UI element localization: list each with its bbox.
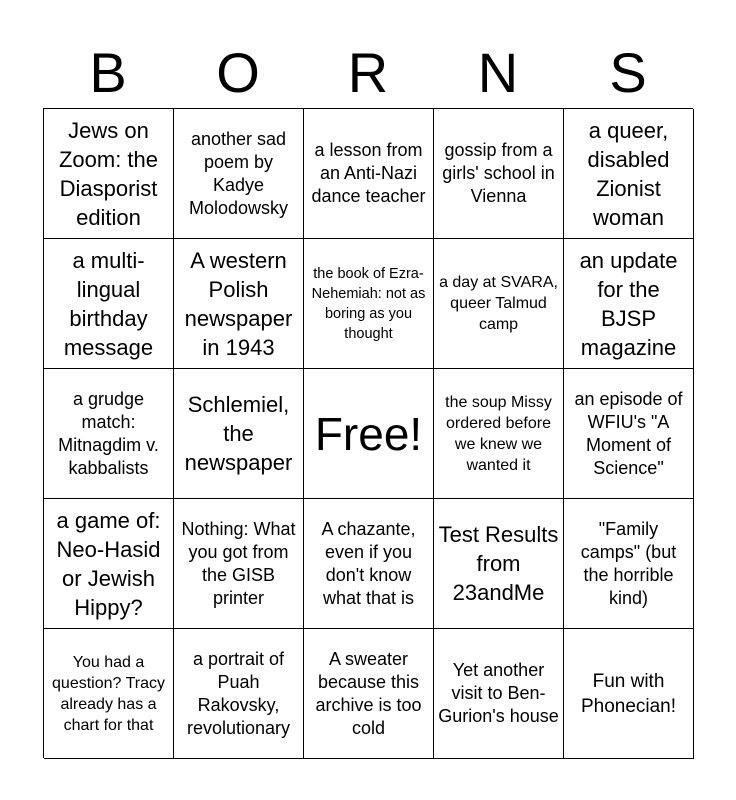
bingo-cell-free[interactable] [304, 369, 434, 499]
bingo-cell-2-3[interactable] [304, 239, 434, 369]
header-letter-r: R [347, 41, 389, 104]
cell-text: A western Polish newspaper in 1943 [184, 247, 293, 360]
bingo-cell-4-1[interactable] [44, 499, 174, 629]
bingo-cell-3-2[interactable] [174, 369, 304, 499]
bingo-cell-5-1[interactable] [44, 629, 174, 759]
header-letter-o: O [216, 41, 260, 104]
cell-text: Schlemiel, the newspaper [184, 392, 293, 475]
header-letter-n: N [477, 41, 519, 104]
cell-text: an update for the BJSP magazine [579, 247, 678, 360]
cell-text: a portrait of Puah Rakovsky, revolutionary [186, 648, 291, 738]
cell-text: the soup Missy ordered before we knew we wanted it [445, 393, 552, 474]
cell-text: gossip from a girls' school in Vienna [442, 140, 555, 206]
header-letter-s: S [609, 41, 647, 104]
bingo-cell-2-2[interactable] [174, 239, 304, 369]
bingo-cell-1-1[interactable] [44, 109, 174, 239]
bingo-grid [43, 108, 693, 758]
cell-text: the book of Ezra-Nehemiah: not as boring as you thought [311, 265, 426, 342]
bingo-cell-2-1[interactable] [44, 239, 174, 369]
cell-text: Nothing: What you got from the GISB printer [181, 518, 296, 608]
bingo-cell-3-1[interactable] [44, 369, 174, 499]
cell-text: You had a question? Tracy already has a chart for that [52, 653, 165, 734]
bingo-cell-5-2[interactable] [174, 629, 304, 759]
cell-text: "Family camps" (but the horrible kind) [580, 518, 677, 608]
cell-text: a multi-lingual birthday message [63, 247, 154, 360]
bingo-cell-4-3[interactable] [304, 499, 434, 629]
bingo-cell-3-5[interactable] [564, 369, 694, 499]
bingo-cell-1-5[interactable] [564, 109, 694, 239]
bingo-cell-5-4[interactable] [434, 629, 564, 759]
cell-text: a queer, disabled Zionist woman [587, 117, 670, 230]
bingo-cell-2-5[interactable] [564, 239, 694, 369]
cell-text: a lesson from an Anti-Nazi dance teacher [311, 140, 426, 206]
bingo-cell-1-4[interactable] [434, 109, 564, 239]
cell-text: a grudge match: Mitnagdim v. kabbalists [58, 388, 159, 478]
bingo-cell-1-3[interactable] [304, 109, 434, 239]
cell-text: a day at SVARA, queer Talmud camp [439, 274, 558, 333]
bingo-header [43, 40, 693, 106]
bingo-cell-5-5[interactable] [564, 629, 694, 759]
cell-text: A sweater because this archive is too cold [315, 648, 422, 738]
cell-text: another sad poem by Kadye Molodowsky [188, 128, 289, 218]
bingo-cell-3-4[interactable] [434, 369, 564, 499]
cell-text: Jews on Zoom: the Diasporist edition [58, 117, 159, 230]
bingo-cell-4-5[interactable] [564, 499, 694, 629]
bingo-cell-4-4[interactable] [434, 499, 564, 629]
cell-text: Fun with Phonecian! [580, 670, 677, 717]
bingo-cell-2-4[interactable] [434, 239, 564, 369]
cell-text: Yet another visit to Ben-Gurion's house [438, 660, 559, 726]
cell-text: an episode of WFIU's "A Moment of Science" [574, 388, 683, 478]
bingo-cell-1-2[interactable] [174, 109, 304, 239]
cell-text: A chazante, even if you don't know what that is [321, 518, 416, 608]
free-space-text: Free! [314, 407, 423, 460]
bingo-cell-4-2[interactable] [174, 499, 304, 629]
bingo-cell-5-3[interactable] [304, 629, 434, 759]
header-letter-b: B [89, 41, 127, 104]
cell-text: Test Results from 23andMe [438, 522, 559, 605]
cell-text: a game of: Neo-Hasid or Jewish Hippy? [56, 507, 161, 620]
